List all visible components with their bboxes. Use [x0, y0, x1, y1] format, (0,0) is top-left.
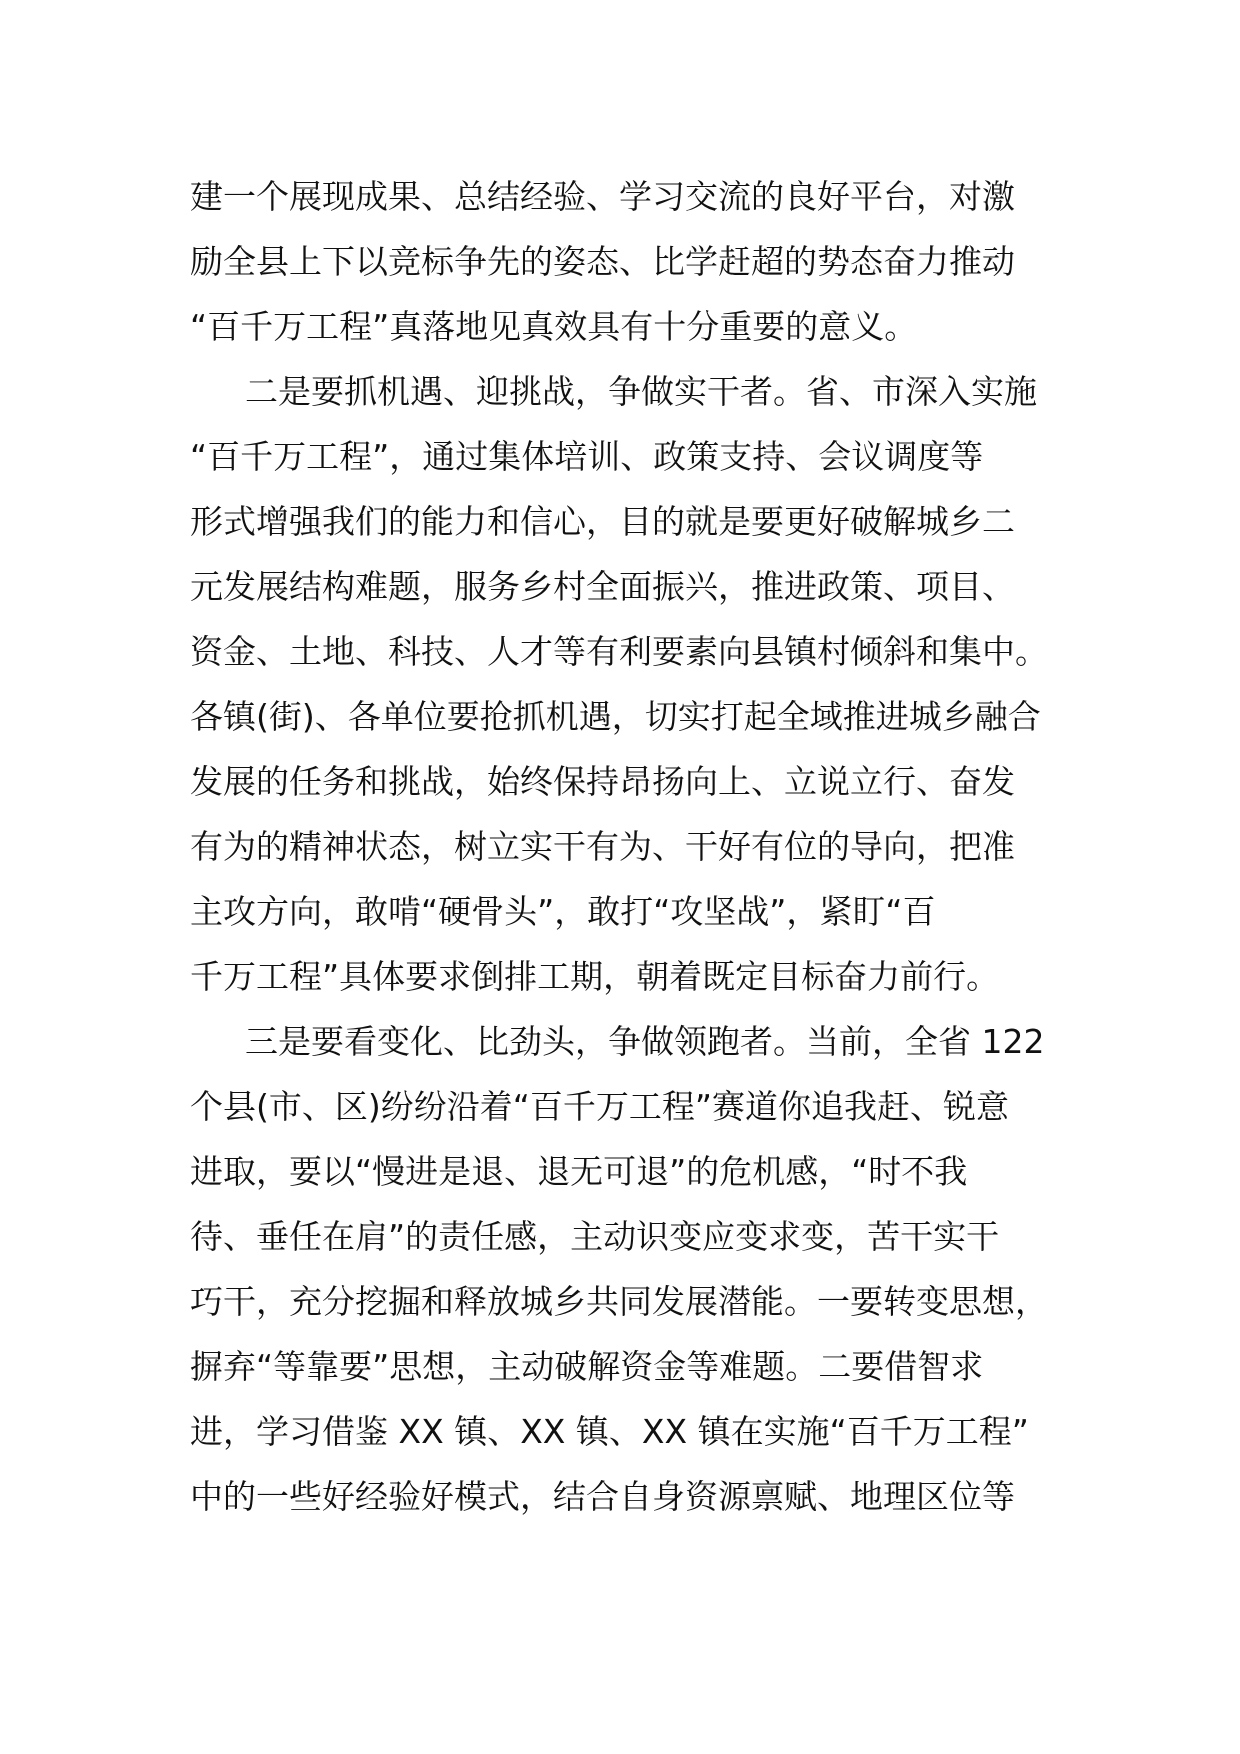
paragraph-start-line: 三是要看变化、比劲头，争做领跑者。当前，全省 122	[245, 1022, 1045, 1061]
text-line: 有为的精神状态，树立实干有为、干好有位的导向，把准	[190, 827, 1015, 866]
text-line: 千万工程”具体要求倒排工期，朝着既定目标奋力前行。	[190, 957, 1000, 996]
text-line: 进取，要以“慢进是退、退无可退”的危机感，“时不我	[190, 1152, 968, 1191]
text-line: “百千万工程”真落地见真效具有十分重要的意义。	[190, 307, 918, 346]
text-line: 元发展结构难题，服务乡村全面振兴，推进政策、项目、	[190, 567, 1015, 606]
text-line: 形式增强我们的能力和信心，目的就是要更好破解城乡二	[190, 502, 1015, 541]
text-line: 建一个展现成果、总结经验、学习交流的良好平台，对激	[190, 177, 1015, 216]
text-line: 发展的任务和挑战，始终保持昂扬向上、立说立行、奋发	[190, 762, 1015, 801]
paragraph-start-line: 二是要抓机遇、迎挑战，争做实干者。省、市深入实施	[245, 372, 1037, 411]
body-text	[190, 164, 1062, 1529]
text-line: 待、垂任在肩”的责任感，主动识变应变求变，苦干实干	[190, 1217, 1000, 1256]
text-line: “百千万工程”，通过集体培训、政策支持、会议调度等	[190, 437, 984, 476]
text-line: 各镇(街)、各单位要抢抓机遇，切实打起全域推进城乡融合	[190, 697, 1041, 736]
text-line: 中的一些好经验好模式，结合自身资源禀赋、地理区位等	[190, 1477, 1015, 1516]
text-line: 资金、土地、科技、人才等有利要素向县镇村倾斜和集中。	[190, 632, 1048, 671]
text-line: 巧干，充分挖掘和释放城乡共同发展潜能。一要转变思想，	[190, 1282, 1048, 1321]
text-line: 主攻方向，敢啃“硬骨头”，敢打“攻坚战”，紧盯“百	[190, 892, 936, 931]
text-line: 个县(市、区)纷纷沿着“百千万工程”赛道你追我赶、锐意	[190, 1087, 1009, 1126]
text-line: 摒弃“等靠要”思想，主动破解资金等难题。二要借智求	[190, 1347, 984, 1386]
text-line: 励全县上下以竞标争先的姿态、比学赶超的势态奋力推动	[190, 242, 1015, 281]
text-line: 进，学习借鉴 XX 镇、XX 镇、XX 镇在实施“百千万工程”	[190, 1412, 1029, 1451]
